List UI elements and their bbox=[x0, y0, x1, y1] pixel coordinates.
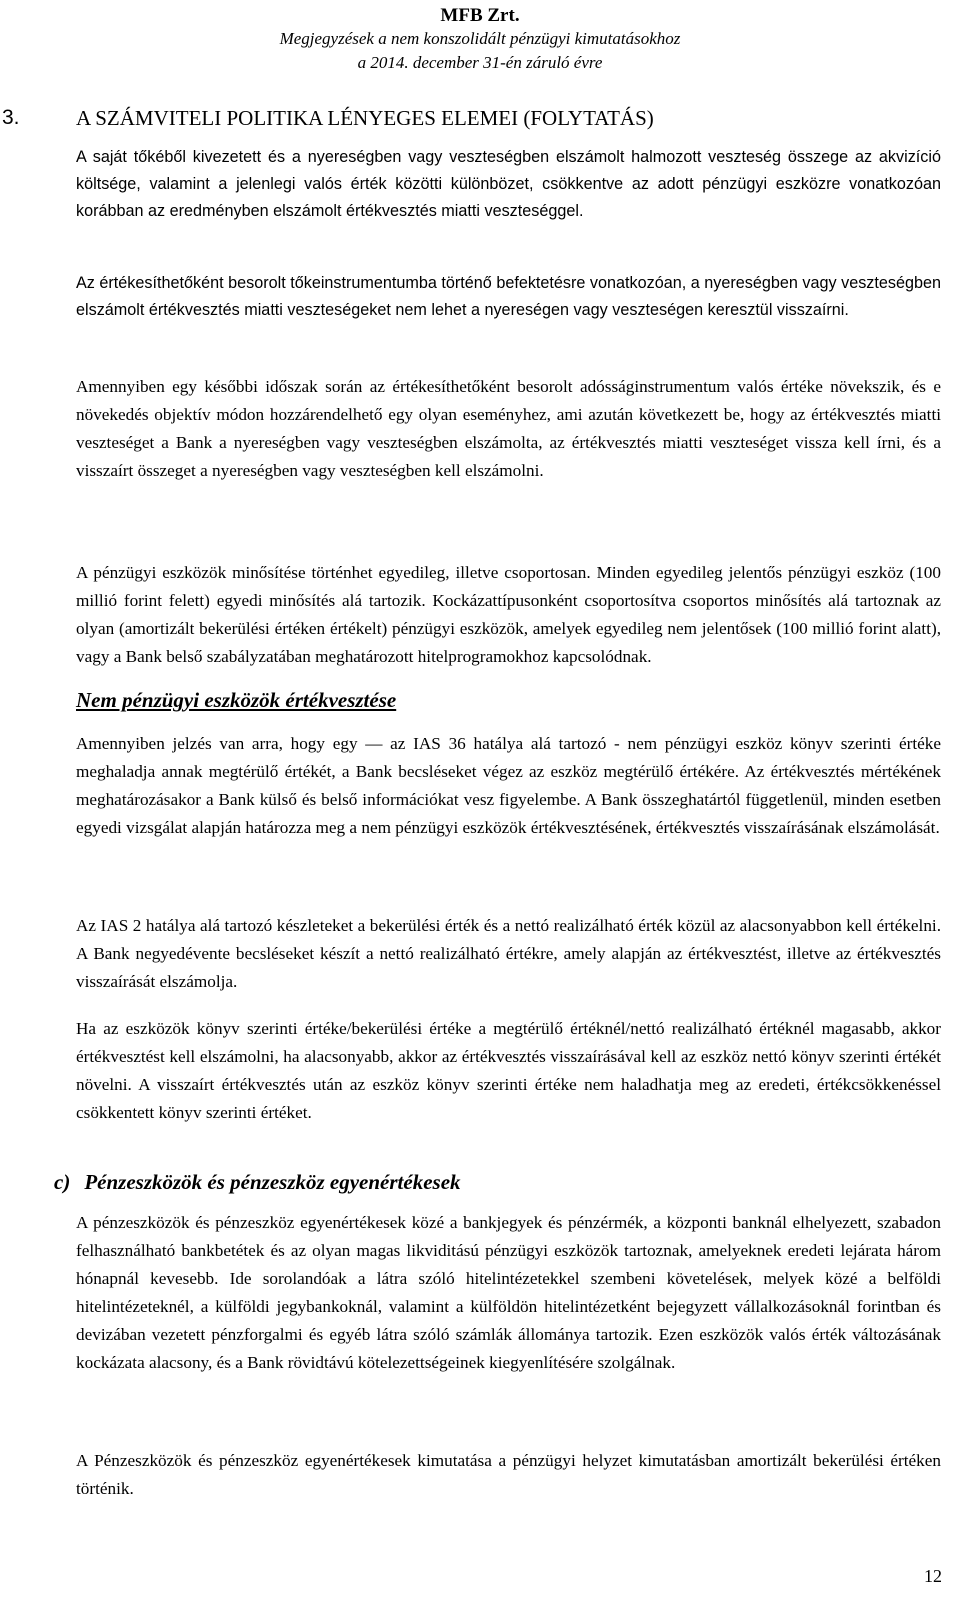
section-title: A SZÁMVITELI POLITIKA LÉNYEGES ELEMEI (FOLYTATÁS) bbox=[76, 106, 654, 130]
paragraph-9: A Pénzeszközök és pénzeszköz egyenértékesek kimutatása a pénzügyi helyzet kimutatásban amortizált bekerülési értéken történik. bbox=[76, 1451, 941, 1498]
report-period: a 2014. december 31-én záruló évre bbox=[357, 53, 603, 72]
paragraph-2: Az értékesíthetőként besorolt tőkeinstrumentumba történő befektetésre vonatkozóan, a nyereségben vagy veszteségben elszámolt értékvesztés miatti veszteségeket nem lehet a nyereségen vagy veszteségen keresztül visszaírni. bbox=[76, 274, 941, 319]
paragraph-8: A pénzeszközök és pénzeszköz egyenértékesek közé a bankjegyek és pénzérmék, a központi banknál elhelyezett, szabadon felhasználható bankbetétek és az olyan magas likviditású pénzügyi eszközök tartoznak, amelyeknek eredeti lejárata három hónapnál kevesebb. Ide sorolandóak a látra szóló hitelintézetekkel szembeni követelések, melyek közé a belföldi hitelintézeteknél, a külföldi jegybankoknál, valamint a külföldön hitelintézetként bejegyzett vállalkozásoknál forintban és devizában vezetett pénzforgalmi és egyéb látra szóló számlák állománya tartozik. Ezen eszközök valós érték változásának kockázata alacsony, és a Bank rövidtávú kötelezettségeinek kiegyenlítésére szolgálnak. bbox=[76, 1213, 941, 1372]
report-subtitle: Megjegyzések a nem konszolidált pénzügyi kimutatásokhoz bbox=[279, 29, 681, 48]
paragraph-7: Ha az eszközök könyv szerinti értéke/bekerülési értéke a megtérülő értéknél/nettó realizálható értéknél magasabb, akkor értékvesztést kell elszámolni, ha alacsonyabb, akkor az értékvesztés visszaírásával kell az eszköz nettó könyv szerinti értékét növelni. A visszaírt értékvesztés után az eszköz könyv szerinti értéke nem haladhatja meg az eredeti, értékcsökkenéssel csökkentett könyv szerinti értéket. bbox=[76, 1019, 941, 1122]
subheading-nonfinancial-impairment: Nem pénzügyi eszközök értékvesztése bbox=[76, 688, 397, 712]
paragraph-1: A saját tőkéből kivezetett és a nyereségben vagy veszteségben elszámolt halmozott veszteség összege az akvizíció költsége, valamint a jelenlegi valós érték közötti különbözet, csökkentve az adott pénzügyi eszközre vonatkozóan korábban az eredményben elszámolt értékvesztés miatti veszteséggel. bbox=[76, 148, 941, 220]
paragraph-5: Amennyiben jelzés van arra, hogy egy — az IAS 36 hatálya alá tartozó - nem pénzügyi eszköz könyv szerinti értéke meghaladja annak megtérülő értékét, a Bank becsléseket végez az eszköz megtérülő értékére. Az értékvesztés mértékének meghatározásakor a Bank külső és belső információkat vesz figyelembe. A Bank összeghatártól függetlenül, minden esetben egyedi vizsgálat alapján határozza meg a nem pénzügyi eszközök értékvesztésének, értékvesztés visszaírásának elszámolását. bbox=[76, 734, 941, 837]
paragraph-3: Amennyiben egy későbbi időszak során az értékesíthetőként besorolt adósságinstrumentum valós értéke növekszik, és e növekedés objektív módon hozzárendelhető egy olyan eseményhez, ami azután következett be, hogy az értékvesztés miatti veszteséget a Bank a nyereségben vagy veszteségben elszámolta, az értékvesztés miatti veszteséget vissza kell írni, és a visszaírt összeget a nyereségben vagy veszteségben kell elszámolni. bbox=[76, 377, 941, 480]
subheading-text: Pénzeszközök és pénzeszköz egyenértékesek bbox=[84, 1170, 461, 1194]
paragraph-4: A pénzügyi eszközök minősítése történhet egyedileg, illetve csoportosan. Minden egyedileg jelentős pénzügyi eszköz (100 millió forint felett) egyedi minősítés alá tartozik. Kockázattípusonként csoportosítva csoportos minősítés alá tartoznak az olyan (amortizált bekerülési értéken értékelt) pénzügyi eszközök, amelyek egyedileg nem jelentősek (100 millió forint alatt), vagy a Bank belső szabályzatában meghatározott hitelprogramokhoz kapcsolódnak. bbox=[76, 563, 941, 666]
company-name: MFB Zrt. bbox=[440, 5, 520, 26]
page-number: 12 bbox=[924, 1566, 942, 1586]
section-number: 3. bbox=[2, 106, 20, 129]
subheading-cash-equivalents bbox=[54, 1169, 461, 1195]
page-header bbox=[200, 4, 760, 75]
paragraph-6: Az IAS 2 hatálya alá tartozó készleteket a bekerülési érték és a nettó realizálható érték közül az alacsonyabbon kell értékelni. A Bank negyedévente becsléseket készít a nettó realizálható értékre, amely alapján az értékvesztést, illetve az értékvesztés visszaírását elszámolja. bbox=[76, 916, 941, 991]
subheading-letter: c) bbox=[54, 1170, 71, 1194]
